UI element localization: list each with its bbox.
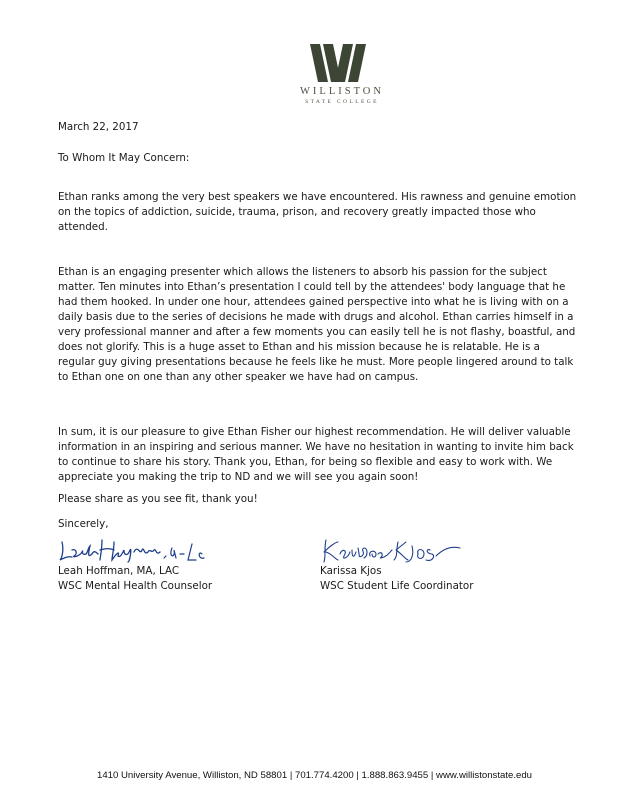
college-logo: [290, 44, 394, 106]
letter-salutation: To Whom It May Concern:: [58, 152, 190, 164]
signature-block-hoffman: [58, 536, 212, 594]
handwritten-signature-hoffman: [58, 536, 208, 564]
letter-paragraph: In sum, it is our pleasure to give Ethan Fisher our highest recommendation. He will deliver valuable information in an inspiring and serious manner. We have no hesitation in wanting to invite him back to continue to share his story. Thank you, Ethan, for being so flexible and easy to work with. We appreciate you making the trip to ND and we will see you again soon!: [58, 426, 574, 484]
signature-block-kjos: [320, 536, 473, 594]
signatory-name: Karissa Kjos: [320, 565, 382, 577]
w-mark-icon: [310, 44, 374, 82]
signatory-title: WSC Mental Health Counselor: [58, 579, 213, 592]
letter-paragraph: Please share as you see fit, thank you!: [58, 493, 258, 506]
letter-paragraph: Ethan is an engaging presenter which allows the listeners to absorb his passion for the subject matter. Ten minutes into Ethan’s presentation I could tell by the attendees' body language that he had them hooked. In under one hour, attendees gained perspective into what he is living with on a daily basis due to the series of decisions he made with drugs and alcohol. Ethan carries himself in a very professional manner and after a few moments you can easily tell he is not flashy, boastful, and does not glorify. This is a huge asset to Ethan and his mission because he is relatable. He is a regular guy giving presentations because he feels like he must. More people lingered around to talk to Ethan one on one than any other speaker we have had on campus.: [58, 266, 576, 383]
letter-closing: Sincerely,: [58, 518, 109, 530]
logo-college-name: WILLISTON: [300, 86, 384, 97]
logo-college-subtitle: STATE COLLEGE: [305, 99, 379, 105]
signatory-title: WSC Student Life Coordinator: [320, 579, 474, 592]
signatory-name: Leah Hoffman, MA, LAC: [58, 565, 180, 577]
letter-paragraph: Ethan ranks among the very best speakers we have encountered. His rawness and genuine emotion on the topics of addiction, suicide, trauma, prison, and recovery greatly impacted those who attended.: [58, 191, 577, 234]
handwritten-signature-kjos: [320, 536, 470, 564]
letterhead-footer: 1410 University Avenue, Williston, ND 58801 | 701.774.4200 | 1.888.863.9455 | www.willistonstate.edu: [96, 770, 533, 781]
letter-date: March 22, 2017: [58, 121, 139, 133]
